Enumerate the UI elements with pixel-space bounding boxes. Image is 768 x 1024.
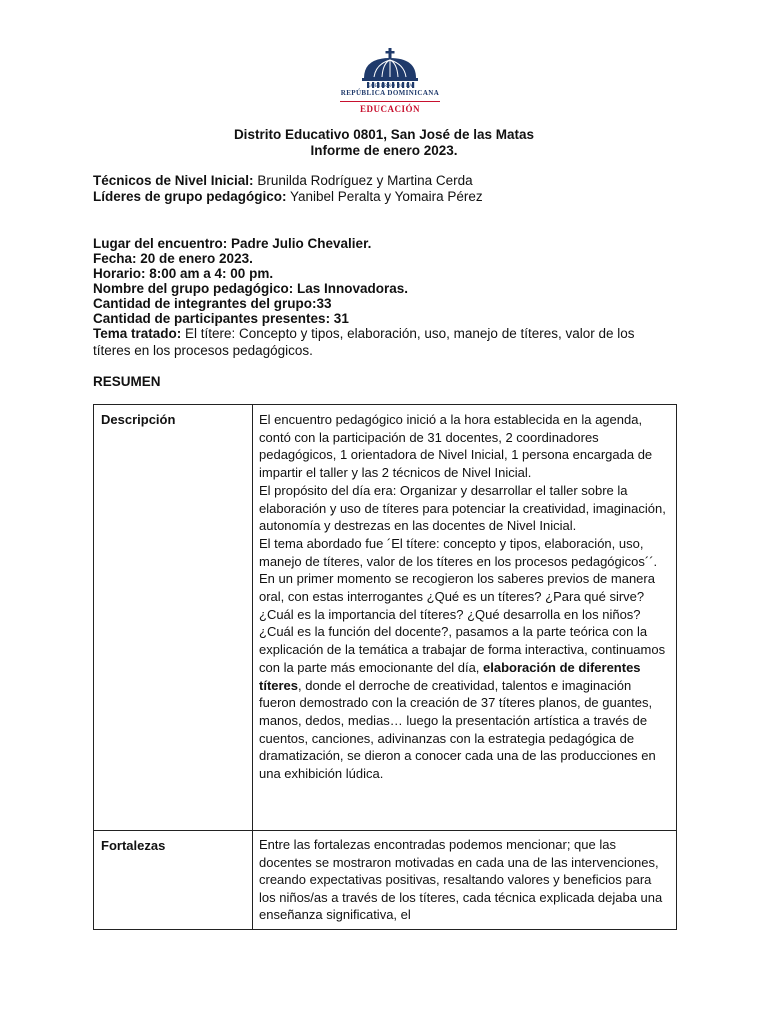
descripcion-label: Descripción [101, 412, 176, 427]
table-column-divider [252, 405, 253, 929]
participantes-line: Cantidad de participantes presentes: 31 [93, 311, 349, 326]
logo-wordmark [330, 84, 450, 114]
fecha-line: Fecha: 20 de enero 2023. [93, 251, 253, 266]
tema-label: Tema tratado: [93, 326, 182, 341]
logo-educacion-text: EDUCACIÓN [359, 104, 420, 114]
lideres-label: Líderes de grupo pedagógico: [93, 189, 287, 204]
integrantes-line: Cantidad de integrantes del grupo:33 [93, 296, 332, 311]
lideres-value: Yanibel Peralta y Yomaira Pérez [286, 189, 483, 204]
tema-line [93, 325, 673, 359]
logo-divider [340, 101, 440, 102]
descripcion-paragraph-3 [259, 535, 667, 783]
tecnicos-line [93, 172, 683, 189]
logo-republica-text: REPÚBLICA DOMINICANA [340, 89, 440, 97]
descripcion-p3-start: El tema abordado fue ´El títere: concepto y tipos, elaboración, uso, manejo de títeres, valor de los títeres en los procesos pedagógicos´´. En un primer momento se recogieron los saberes previos de manera oral, con estas interrogantes ¿Qué es un títeres? ¿Para qué sirve? ¿Cuál es la importancia del títeres? ¿Qué desarrolla en los niños? ¿Cuál es la función del docente?, pasamos a la parte teórica con la explicación de la temática a trabajar de forma interactiva, continuamos con la parte más emocionante del día, [259, 535, 666, 675]
fortalezas-label: Fortalezas [101, 838, 166, 853]
descripcion-paragraph-2: El propósito del día era: Organizar y desarrollar el taller sobre la elaboración y uso de títeres para potenciar la creatividad, imaginación, autonomía y destrezas en las docentes de Nivel Inicial. [259, 482, 666, 534]
resumen-heading: RESUMEN [93, 374, 161, 389]
descripcion-body [259, 411, 667, 783]
document-subtitle: Informe de enero 2023. [310, 143, 458, 158]
tecnicos-value: Brunilda Rodríguez y Martina Cerda [253, 173, 473, 188]
tema-value: El títere: Concepto y tipos, elaboración, uso, manejo de títeres, valor de los títeres en los procesos pedagógicos. [93, 326, 635, 358]
horario-line: Horario: 8:00 am a 4: 00 pm. [93, 266, 274, 281]
tecnicos-label: Técnicos de Nivel Inicial: [93, 173, 254, 188]
logo-gobierno-text: GOBIERNO DE LA [367, 84, 413, 89]
lideres-line [93, 188, 683, 205]
descripcion-paragraph-1: El encuentro pedagógico inició a la hora establecida en la agenda, contó con la participación de 31 docentes, 2 coordinadores pedagógicos, 1 orientadora de Nivel Inicial, 1 persona encargada de impartir el taller y las 2 técnicos de Nivel Inicial. [259, 412, 653, 481]
nombre-grupo-line: Nombre del grupo pedagógico: Las Innovadoras. [93, 281, 409, 296]
lugar-line: Lugar del encuentro: Padre Julio Chevalier. [93, 236, 372, 251]
fortalezas-body: Entre las fortalezas encontradas podemos mencionar; que las docentes se mostraron motivadas en cada una de las intervenciones, creando expectativas positivas, resaltando valores y beneficios para los niños/as a través de los títeres, cada técnica explicada dejaba una enseñanza significativa, el [259, 837, 663, 922]
document-title: Distrito Educativo 0801, San José de las Matas [233, 127, 535, 142]
descripcion-p3-end: , donde el derroche de creatividad, talentos e imaginación fueron demostrado con la creación de 37 títeres planos, de guantes, manos, dedos, medias… luego la presentación artística a través de cuentos, canciones, adivinanzas con la estrategia pedagógica de dramatización, se dieron a conocer cada una de las producciones en una exhibición lúdica. [259, 677, 656, 782]
table-row-divider [94, 830, 676, 831]
descripcion-p3-bold: elaboración de diferentes títeres [259, 659, 641, 693]
resumen-table [93, 404, 677, 930]
